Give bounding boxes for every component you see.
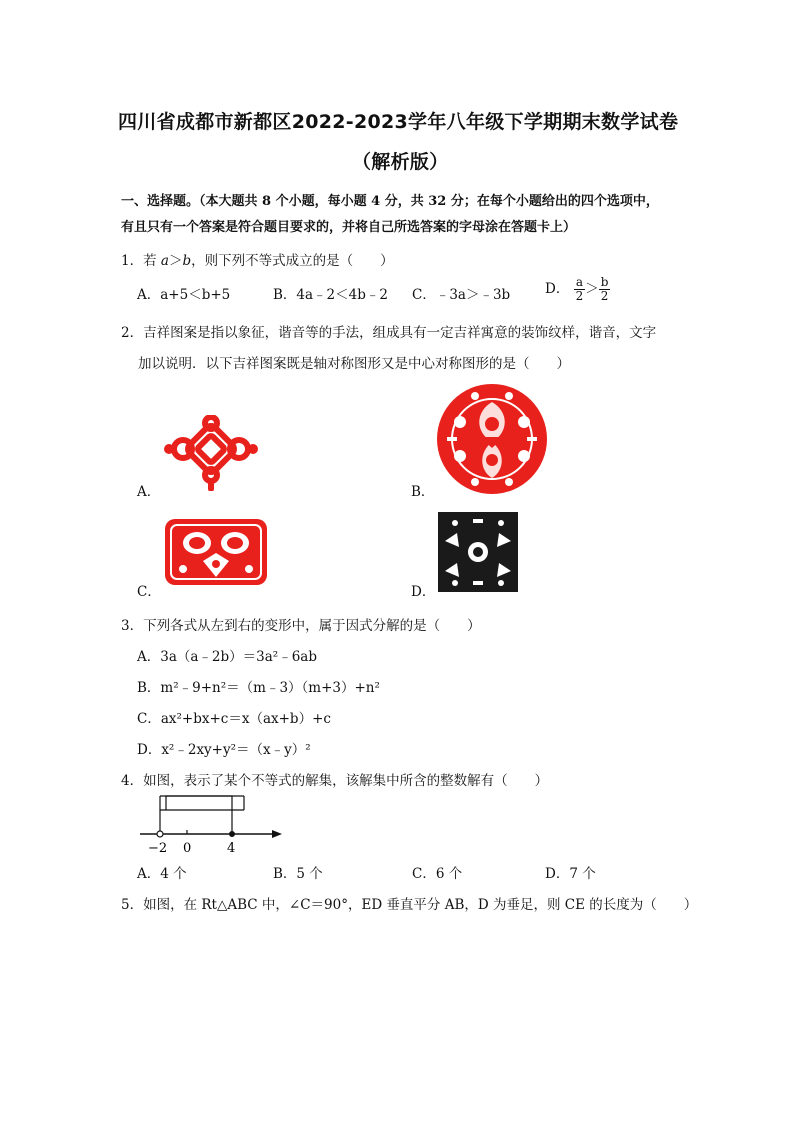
question-4-option-d: D．7 个	[545, 866, 596, 882]
question-2-option-b-label: B．	[411, 484, 435, 500]
page-subtitle: （解析版）	[352, 151, 449, 173]
question-2-option-d-label: D．	[411, 584, 436, 600]
tick-label-0: 0	[183, 841, 192, 856]
question-1-option-a: A．a+5＜b+5	[137, 287, 231, 303]
section-instructions-line2: 有且只有一个答案是符合题目要求的，并将自己所选答案的字母涂在答题卡上）	[121, 220, 577, 235]
section-instructions-line1: 一、选择题。（本大题共 8 个小题，每小题 4 分，共 32 分；在每个小题给出的四个选项中，	[121, 194, 659, 209]
question-1-option-b: B．4a﹣2＜4b﹣2	[273, 287, 388, 303]
question-4-option-c: C．6 个	[412, 866, 463, 882]
question-4-number: 4．	[121, 773, 144, 789]
question-5-stem: 5．如图，在 Rt△ABC 中，∠C＝90°，ED 垂直平分 AB，D 为垂足，则 CE 的长度为（ ）	[121, 897, 698, 913]
question-2-option-c-label: C．	[137, 584, 161, 600]
solution-bracket-left	[160, 810, 244, 834]
question-1-number: 1．	[121, 253, 144, 269]
open-dot-minus-2	[157, 831, 163, 837]
chinese-knot-image	[163, 415, 259, 491]
fraction-a-over-2: $\frac{a}{2}$	[575, 275, 584, 303]
tick-label-minus-2: −2	[148, 841, 168, 856]
question-5-number: 5．	[121, 897, 144, 913]
number-line-arrow	[272, 830, 282, 838]
question-4-option-b: B．5 个	[273, 866, 323, 882]
question-2-option-a-label: A．	[137, 484, 161, 500]
number-line-figure	[136, 790, 286, 856]
question-1-stem: 1．若 a＞b，则下列不等式成立的是（ ）	[121, 253, 394, 269]
question-4-stem: 4．如图，表示了某个不等式的解集，该解集中所含的整数解有（ ）	[121, 773, 549, 789]
question-3-number: 3．	[121, 618, 144, 634]
question-3-option-a: A．3a（a﹣2b）＝3a²﹣6ab	[137, 649, 317, 665]
question-3-option-d: D．x²﹣2xy+y²＝（x﹣y）²	[137, 742, 311, 758]
question-3-option-c: C．ax²+bx+c＝x（ax+b）+c	[137, 711, 331, 727]
closed-dot-4	[229, 831, 235, 837]
question-2-number: 2．	[121, 325, 144, 341]
page-title: 四川省成都市新都区2022-2023学年八年级下学期期末数学试卷	[118, 111, 679, 133]
question-3-stem: 3．下列各式从左到右的变形中，属于因式分解的是（ ）	[121, 618, 481, 634]
solution-bracket-right	[166, 796, 232, 834]
question-1-option-c: C．﹣3a＞﹣3b	[412, 287, 511, 303]
question-2-stem-line2: 加以说明．以下吉祥图案既是轴对称图形又是中心对称图形的是（ ）	[138, 356, 570, 372]
round-paper-cut-image	[435, 382, 549, 496]
fish-paper-cut-image	[163, 517, 269, 587]
black-paper-cut-image	[437, 511, 519, 593]
tick-label-4: 4	[227, 841, 236, 856]
question-2-stem-line1: 2．吉祥图案是指以象征，谐音等的手法，组成具有一定吉祥寓意的装饰纹样，谐音，文字	[121, 325, 657, 341]
question-3-option-b: B．m²﹣9+n²＝（m﹣3）（m+3）+n²	[137, 680, 380, 696]
question-4-option-a: A．4 个	[137, 866, 187, 882]
fraction-b-over-2: $\frac{b}{2}$	[600, 275, 609, 303]
question-1-option-d: D． $\frac{a}{2}$ ＞ $\frac{b}{2}$	[545, 275, 609, 303]
